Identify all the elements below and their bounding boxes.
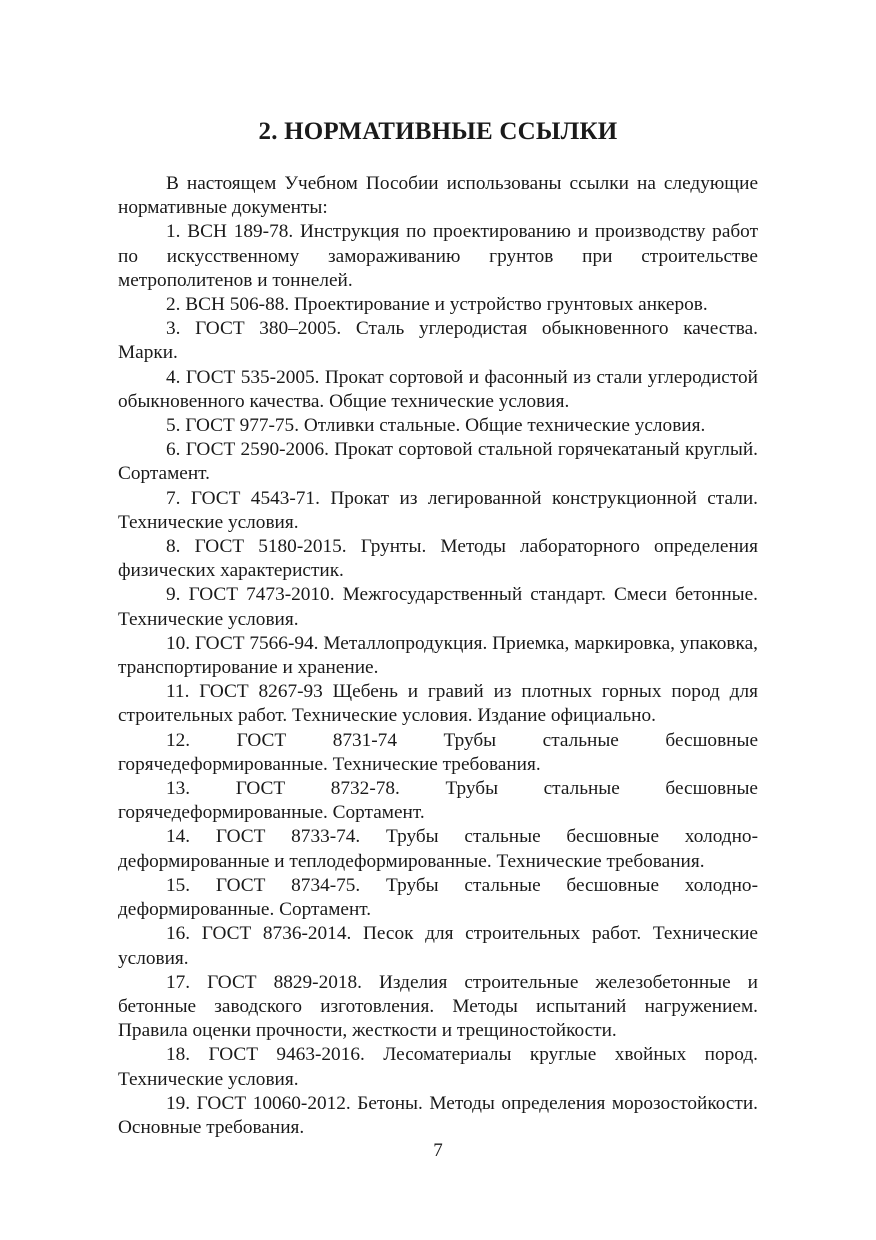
reference-item: 7. ГОСТ 4543-71. Прокат из легированной конструкционной стали. Технические условия.	[118, 487, 758, 533]
reference-item: 11. ГОСТ 8267-93 Щебень и гравий из плотных горных пород для строительных работ. Технические условия. Издание официально.	[118, 681, 758, 727]
document-page	[118, 118, 758, 1140]
reference-item: 17. ГОСТ 8829-2018. Изделия строительные железобетонные и бетонные заводского изготовления. Методы испытаний нагружением. Правила оценки прочности, жесткости и трещиностойкости.	[118, 971, 758, 1042]
reference-item: 10. ГОСТ 7566-94. Металлопродукция. Приемка, маркировка, упаковка, транспортирование и хранение.	[118, 632, 758, 679]
reference-item: 4. ГОСТ 535-2005. Прокат сортовой и фасонный из стали углеродистой обыкновенного качества. Общие технические условия.	[118, 366, 758, 412]
references-list	[118, 220, 758, 1140]
reference-item: 3. ГОСТ 380–2005. Сталь углеродистая обыкновенного качества. Марки.	[118, 318, 758, 364]
reference-item: 5. ГОСТ 977-75. Отливки стальные. Общие технические условия.	[166, 415, 706, 437]
reference-item: 2. ВСН 506-88. Проектирование и устройство грунтовых анкеров.	[166, 294, 708, 316]
reference-item: 14. ГОСТ 8733-74. Трубы стальные бесшовные холодно-деформированные и теплодеформированные. Технические требования.	[118, 826, 758, 872]
reference-item: 1. ВСН 189-78. Инструкция по проектированию и производству работ по искусственному замораживанию грунтов при строительстве метрополитенов и тоннелей.	[118, 221, 758, 291]
reference-item: 13. ГОСТ 8732-78. Трубы стальные бесшовные горячедеформированные. Сортамент.	[118, 778, 758, 824]
reference-item: 15. ГОСТ 8734-75. Трубы стальные бесшовные холодно-деформированные. Сортамент.	[118, 874, 758, 921]
reference-item: 12. ГОСТ 8731-74 Трубы стальные бесшовные горячедеформированные. Технические требования.	[118, 729, 758, 775]
reference-item: 6. ГОСТ 2590-2006. Прокат сортовой стальной горячекатаный круглый. Сортамент.	[118, 439, 758, 485]
reference-item: 8. ГОСТ 5180-2015. Грунты. Методы лабораторного определения физических характеристик.	[118, 536, 758, 582]
reference-item: 19. ГОСТ 10060-2012. Бетоны. Методы определения морозостойкости. Основные требования.	[118, 1092, 758, 1138]
reference-item: 16. ГОСТ 8736-2014. Песок для строительных работ. Технические условия.	[118, 923, 758, 969]
page-number: 7	[433, 1140, 443, 1161]
reference-item: 18. ГОСТ 9463-2016. Лесоматериалы круглые хвойных пород. Технические условия.	[118, 1044, 758, 1090]
section-heading: 2. НОРМАТИВНЫЕ ССЫЛКИ	[258, 118, 618, 145]
intro-paragraph: В настоящем Учебном Пособии использованы ссылки на следующие нормативные документы:	[118, 173, 758, 219]
reference-item: 9. ГОСТ 7473-2010. Межгосударственный стандарт. Смеси бетонные. Технические условия.	[118, 584, 758, 630]
